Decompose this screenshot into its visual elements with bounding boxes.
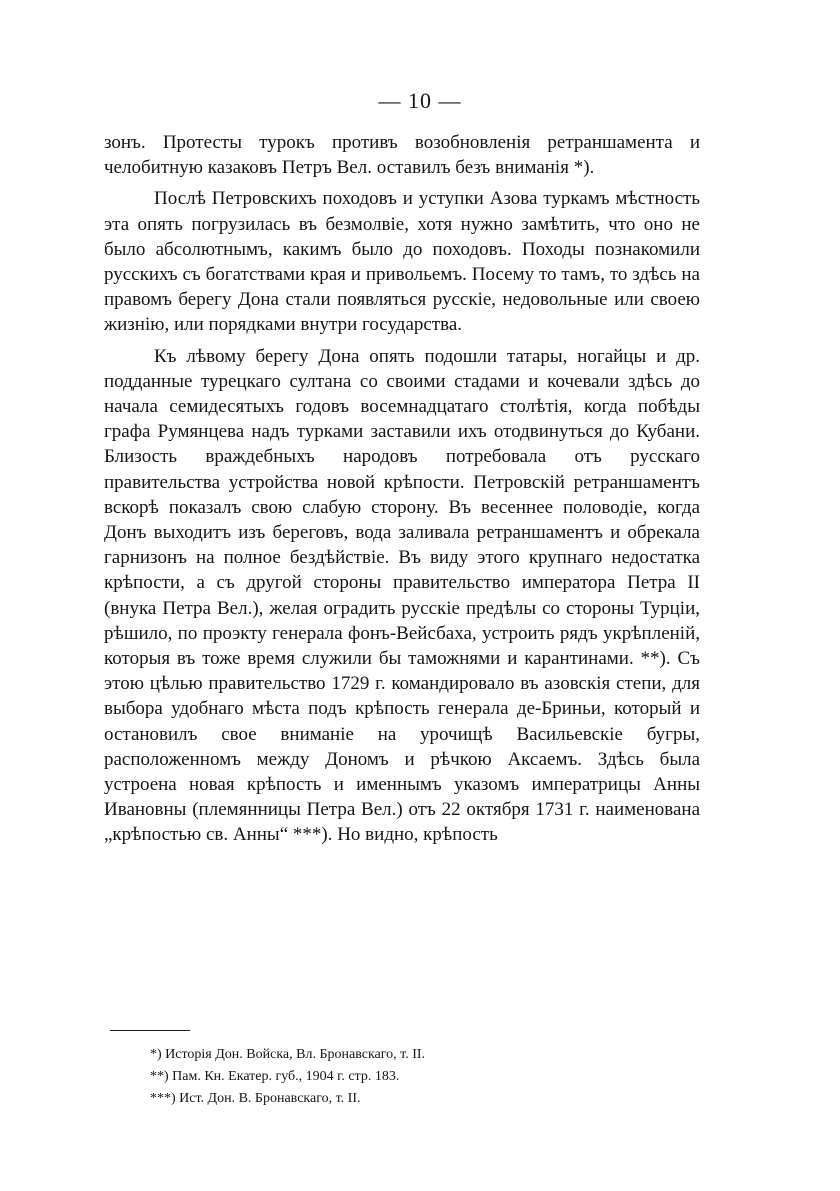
footnote: ***) Ист. Дон. В. Бронавскаго, т. II. xyxy=(150,1091,361,1106)
footnote: *) Исторія Дон. Войска, Вл. Бронавскаго, т. II. xyxy=(150,1047,426,1062)
main-text xyxy=(104,130,700,848)
footnotes xyxy=(150,1044,630,1110)
paragraph: Послѣ Петровскихъ походовъ и уступки Азова туркамъ мѣстность эта опять погрузилась въ безмолвіе, хотя нужно замѣтить, что оно не было абсолютнымъ, какимъ было до походовъ. Походы познакомили русскихъ съ богатствами края и привольемъ. Посему то тамъ, то здѣсь на правомъ берегу Дона стали появляться русскіе, недовольные или своею жизнію, или порядками внутри государства. xyxy=(104,188,700,336)
page-number: — 10 — xyxy=(378,88,462,113)
footnote-divider xyxy=(110,1030,190,1031)
paragraph: зонъ. Протесты турокъ противъ возобновленія ретраншамента и челобитную казаковъ Петръ Вел. оставилъ безъ вниманія *). xyxy=(104,132,700,179)
footnote: **) Пам. Кн. Екатер. губ., 1904 г. стр. 183. xyxy=(150,1069,400,1084)
paragraph: Къ лѣвому берегу Дона опять подошли татары, ногайцы и др. подданные турецкаго султана со своими стадами и кочевали здѣсь до начала семидесятыхъ годовъ восемнадцатаго столѣтія, когда побѣды графа Румянцева надъ турками заставили ихъ отодвинуться до Кубани. Близость враждебныхъ народовъ потребовала отъ русскаго правительства устройства новой крѣпости. Петровскій ретраншаментъ вскорѣ показалъ свою слабую сторону. Въ весеннее половодіе, когда Донъ выходитъ изъ береговъ, вода заливала ретраншаментъ и обрекала гарнизонъ на полное бездѣйствіе. Въ виду этого крупнаго недостатка крѣпости, а съ другой стороны правительство императора Петра II (внука Петра Вел.), желая оградить русскіе предѣлы со стороны Турціи, рѣшило, по проэкту генерала фонъ-Вейсбаха, устроить рядъ укрѣпленій, которыя въ тоже время служили бы таможнями и карантинами. **). Съ этою цѣлью правительство 1729 г. командировало въ азовскія степи, для выбора удобнаго мѣста подъ крѣпость генерала де-Бриньи, который и остановилъ свое вниманіе на урочищѣ Васильевскіе бугры, расположенномъ между Дономъ и рѣчкою Аксаемъ. Здѣсь была устроена новая крѣпость и именнымъ указомъ императрицы Анны Ивановны (племянницы Петра Вел.) отъ 22 октября 1731 г. наименована „крѣпостью св. Анны“ ***). Но видно, крѣпость xyxy=(104,345,700,846)
